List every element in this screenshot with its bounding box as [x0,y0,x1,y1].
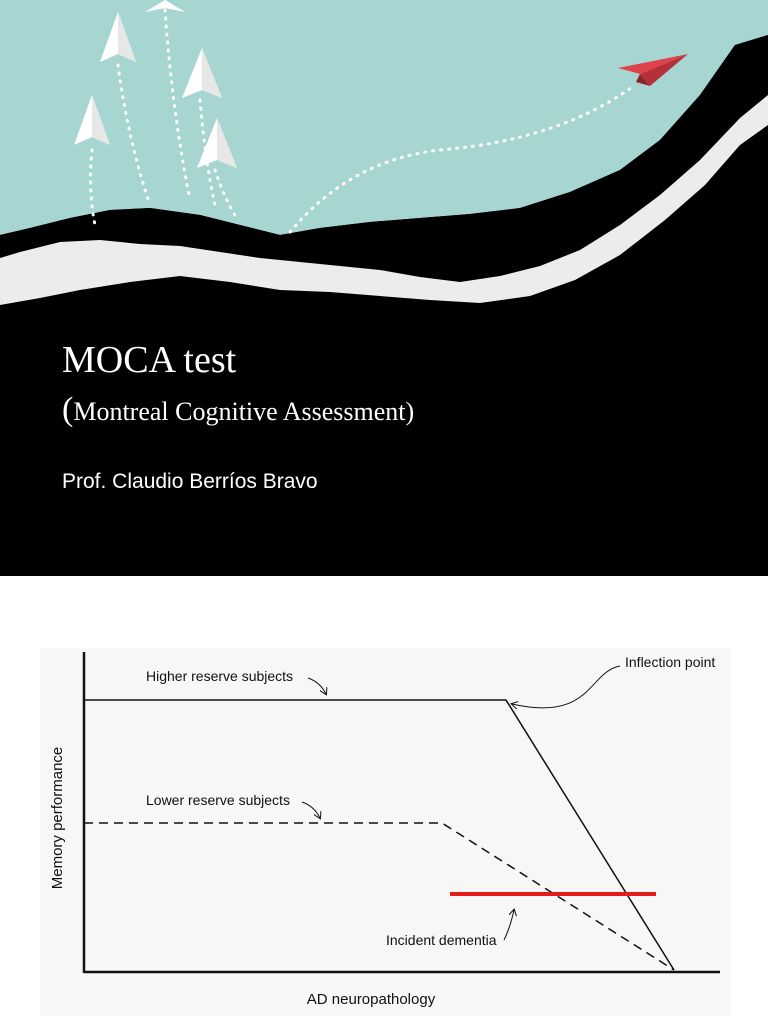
higher-reserve-label: Higher reserve subjects [146,668,294,684]
cognitive-reserve-diagram [40,648,730,1016]
lower-reserve-line [84,823,674,970]
lower-reserve-pointer [302,802,320,818]
lower-reserve-label: Lower reserve subjects [146,792,290,808]
y-axis-label: Memory performance [49,746,66,890]
higher-reserve-pointer [308,678,326,694]
inflection-point-pointer [512,666,620,708]
inflection-point-label: Inflection point [625,654,716,670]
subtitle-text: Montreal Cognitive Assessment) [73,397,415,426]
x-axis-label: AD neuropathology [306,991,436,1008]
author-name: Prof. Claudio Berríos Bravo [62,470,318,493]
higher-reserve-line [84,700,674,970]
subtitle-paren: ( [62,391,74,428]
cognitive-reserve-svg [40,648,730,1016]
slide-title: MOCA test [62,339,237,381]
incident-dementia-label: Incident dementia [386,932,497,948]
incident-dementia-pointer [504,910,514,940]
slide-subtitle [62,390,414,431]
